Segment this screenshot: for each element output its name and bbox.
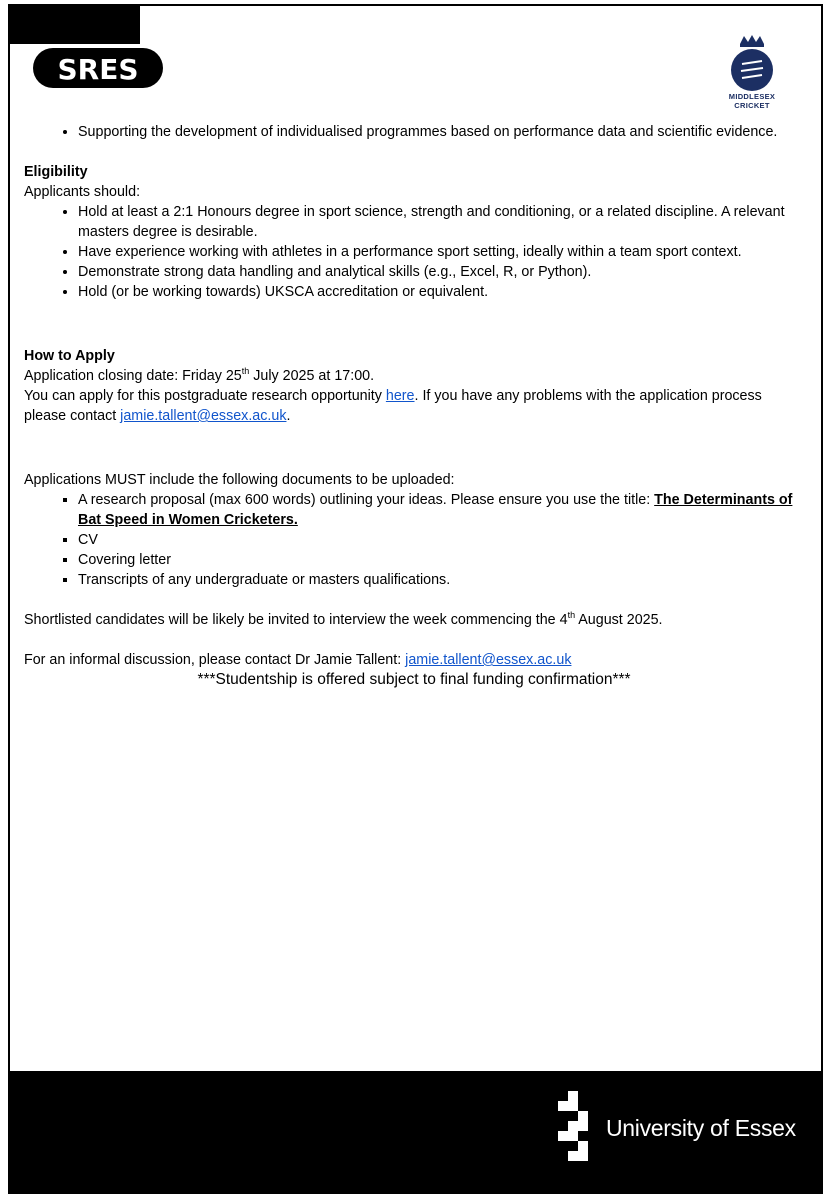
list-item: • Supporting the development of individualised programmes based on performance data and scientific evidence.	[78, 122, 804, 142]
list-item: ▪ Covering letter	[78, 550, 804, 570]
list-item: • Hold (or be working towards) UKSCA accreditation or equivalent.	[78, 282, 804, 302]
university-of-essex-mark-icon	[558, 1091, 598, 1171]
intro-bullet-list	[24, 122, 804, 142]
header-black-band	[10, 6, 140, 44]
apply-contact-email-link[interactable]: jamie.tallent@essex.ac.uk	[120, 408, 287, 424]
shortlist-note: Shortlisted candidates will be likely be invited to interview the week commencing the 4th August 2025.	[24, 610, 663, 628]
list-item: ▪ A research proposal (max 600 words) outlining your ideas. Please ensure you use the title: The Determinants of Bat Speed in Women Cricketers.	[78, 490, 804, 530]
contact-email-link[interactable]: jamie.tallent@essex.ac.uk	[405, 652, 572, 668]
middlesex-logo-line2: CRICKET	[734, 101, 770, 110]
sres-logo	[32, 46, 164, 95]
middlesex-logo-line1: MIDDLESEX	[728, 92, 776, 101]
middlesex-cricket-logo	[722, 34, 782, 120]
university-name: University of Essex	[606, 1115, 796, 1141]
footer-band	[10, 1071, 821, 1192]
document-page	[8, 4, 823, 1194]
apply-here-link[interactable]: here	[385, 388, 415, 404]
eligibility-lead: Applicants should:	[24, 184, 141, 200]
eligibility-bullet-list	[24, 202, 804, 302]
list-item: • Have experience working with athletes in a performance sport setting, ideally within a team sport context.	[78, 242, 804, 262]
apply-instructions: You can apply for this postgraduate research opportunity here. If you have any problems with the application process please contact jamie.tallent@essex.ac.uk.	[24, 388, 762, 424]
svg-text:SRES: SRES	[57, 53, 139, 86]
how-to-apply-heading: How to Apply	[24, 348, 115, 364]
closing-date: Application closing date: Friday 25th July 2025 at 17:00.	[24, 366, 375, 384]
proposal-title: The Determinants of Bat Speed in Women Cricketers.	[78, 492, 793, 528]
list-item: ▪ CV	[78, 530, 804, 550]
list-item: • Hold at least a 2:1 Honours degree in sport science, strength and conditioning, or a related discipline. A relevant masters degree is desirable.	[78, 202, 804, 242]
middlesex-crest-icon	[728, 34, 776, 92]
informal-contact: For an informal discussion, please contact Dr Jamie Tallent: jamie.tallent@essex.ac.uk	[24, 652, 572, 668]
funding-notice: ***Studentship is offered subject to final funding confirmation***	[197, 671, 631, 688]
list-item: ▪ Transcripts of any undergraduate or masters qualifications.	[78, 570, 804, 590]
eligibility-heading: Eligibility	[24, 164, 88, 180]
documents-lead: Applications MUST include the following documents to be uploaded:	[24, 472, 455, 488]
documents-bullet-list	[24, 490, 804, 590]
document-body	[24, 122, 804, 690]
list-item: • Demonstrate strong data handling and analytical skills (e.g., Excel, R, or Python).	[78, 262, 804, 282]
